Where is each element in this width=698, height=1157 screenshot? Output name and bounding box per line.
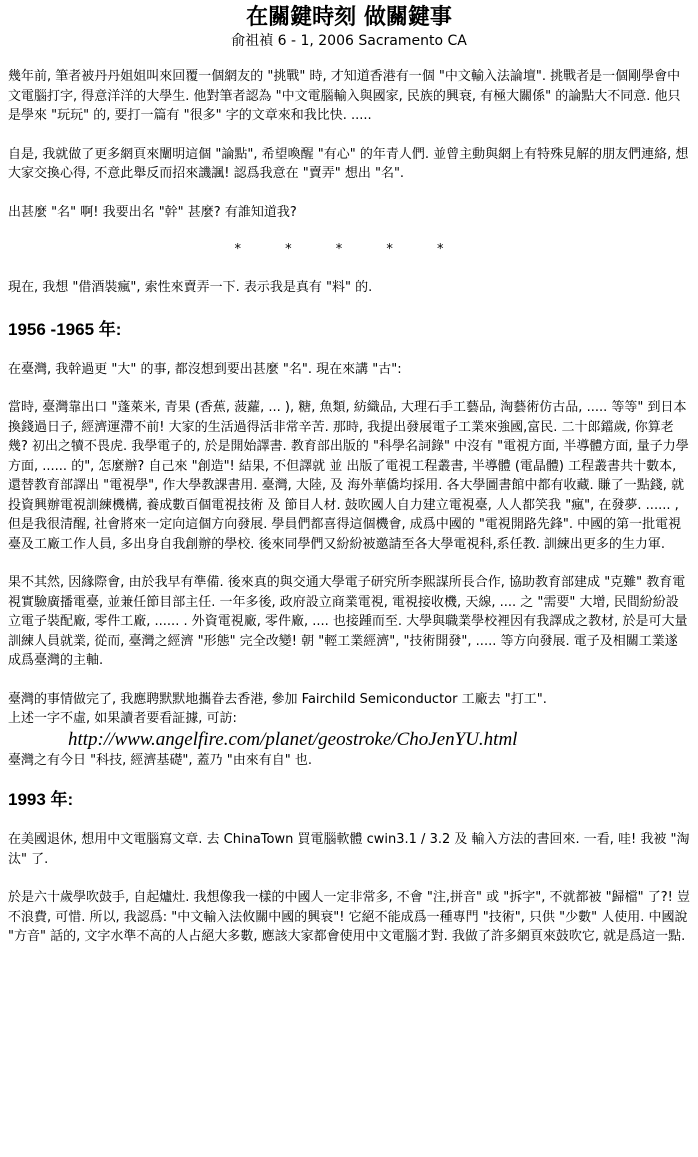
paragraph-taiwan-electronics: 當時, 臺灣靠出口 "蓬萊米, 青果 (香蕉, 菠蘿, ... ), 糖, 魚類, 紡織品, 大理石手工藝品, 淘藝術仿古品, ..... 等等" 到日本換錢過日子, 經濟運滯不前! 大家的生活過得活非常辛苦. 那時, 我提出發展電子工業來強國,富民. 二十郎鐺歲, 你算老幾? 初出之犢不畏虎. 我學電子的, 於是開始譯書. 教育部出版的 "科學名詞錄" 中沒有 "電視方面, 半導體方面, 量子力學方面, ...... 的", 怎麼辦? 自己來 "創造"! 結果, 不但譯就 並 出版了電視工程叢書, 半導體 (電晶體) 工程叢書共十數本, 還替教育部譯出 "電視學", 作大學教課書用. 臺灣, 大陸, 及 海外華僑均採用. 各大學圖書館中都有收藏. 賺了一點錢, 就投資興辦電視訓練機構, 養成數百個電視技術 及 節目人材. 鼓吹國人自力建立電視臺, 人人都笑我 "瘋", 在發夢. ...... , 但是我很清醒, 社會將來一定向這個方向發展. 學員們都喜得這個機會, 成爲中國的 "電視開路先鋒". 中國的第一批電視臺及工廠工作人員, 多出身自我創辦的學校. 後來同學們又紛紛被邀請至各大學電視科,系任教. 訓練出更多的生力軍. (8, 400, 689, 552)
paragraph-input-method: 於是六十歲學吹鼓手, 自起爐灶. 我想像我一樣的中國人一定非常多, 不會 "注,拼音" 或 "拆字", 不就都被 "歸檔" 了?! 豈不浪費, 可惜. 所以, 我認爲: "中文輸入法攸關中國的興衰"! 它絕不能成爲一種專門 "技術", 只供 "少數" 人使用. 中國說 "方音" 話的, 文字水準不高的人占絕大多數, 應該大家都會使用中文電腦才對. 我做了許多網頁來鼓吹它, 就是爲這一點. (8, 890, 690, 944)
evidence-link[interactable]: http://www.angelfire.com/planet/geostroke/ChoJenYU.html (68, 728, 518, 750)
paragraph-intro: 幾年前, 筆者被丹丹姐姐叫來回覆一個網友的 "挑戰" 時, 才知道香港有一個 "中文輸入法論壇". 挑戰者是一個剛學會中文電腦打字, 得意洋洋的大學生. 他對筆者認為 "中文電腦輸入與國家, 民族的興衰, 有極大關係" 的論點大不同意. 他只是學來 "玩玩" 的, 要打一篇有 "很多" 字的文章來和我比快. ..... (8, 69, 681, 123)
article-title: 在關鍵時刻 做關鍵事 (246, 4, 452, 30)
paragraph-motivation: 自是, 我就做了更多網頁來闡明這個 "論點", 希望喚醒 "有心" 的年青人們. 並曾主動與網上有特殊見解的朋友們連絡, 想大家交換心得, 不意此舉反而招來譏諷! 認爲我意在 "賣弄" 想出 "名". (8, 146, 689, 181)
section-divider-stars: * * * * * (234, 242, 464, 257)
paragraph-retirement: 在美國退休, 想用中文電腦寫文章. 去 ChinaTown 買電腦軟體 cwin3.1 / 3.2 及 輸入方法的書回來. 一看, 哇! 我被 "淘汰" 了. (8, 832, 690, 867)
paragraph-hong-kong: 臺灣的事情做完了, 我應聘默默地攜眷去香港, 參加 Fairchild Semiconductor 工廠去 "打工". (8, 691, 547, 707)
heading-1956-1965: 1956 -1965 年: (8, 319, 122, 339)
paragraph-now: 現在, 我想 "借酒裝瘋", 索性來賣弄一下. 表示我是真有 "料" 的. (8, 280, 373, 295)
paragraph-tv-station: 果不其然, 因緣際會, 由於我早有準備. 後來真的與交通大學電子研究所李熙謀所長合作, 協助教育部建成 "克難" 教育電視實驗廣播電臺, 並兼任節目部主任. 一年多後, 政府設立商業電視, 電視接收機, 天線, .... 之 "需要" 大增, 民間紛紛設立電子裝配廠, 零件工廠, ...... . 外資電視廠, 零件廠, .... 也接踵而至. 大學與職業學校裡因有我譯成之教材, 於是可大量訓練人員就業, 從而, 臺灣之經濟 "形態" 完全改變! 朝 "輕工業經濟", "技術開發", ..... 等方向發展. 電子及相關工業遂成爲臺灣的主軸. (8, 575, 688, 668)
paragraph-evidence: 上述一字不虛, 如果讀者要看証據, 可訪: (8, 711, 237, 726)
paragraph-question: 出甚麼 "名" 啊! 我要出名 "幹" 甚麼? 有誰知道我? (8, 204, 297, 220)
heading-1993: 1993 年: (8, 790, 74, 809)
author-byline: 俞祖禎 6 - 1, 2006 Sacramento CA (231, 33, 467, 49)
paragraph-taiwan-intro: 在臺灣, 我幹過更 "大" 的事, 都沒想到要出甚麼 "名". 現在來講 "古": (8, 361, 402, 377)
paragraph-conclusion: 臺灣之有今日 "科技, 經濟基礎", 蓋乃 "由來有自" 也. (8, 752, 312, 768)
